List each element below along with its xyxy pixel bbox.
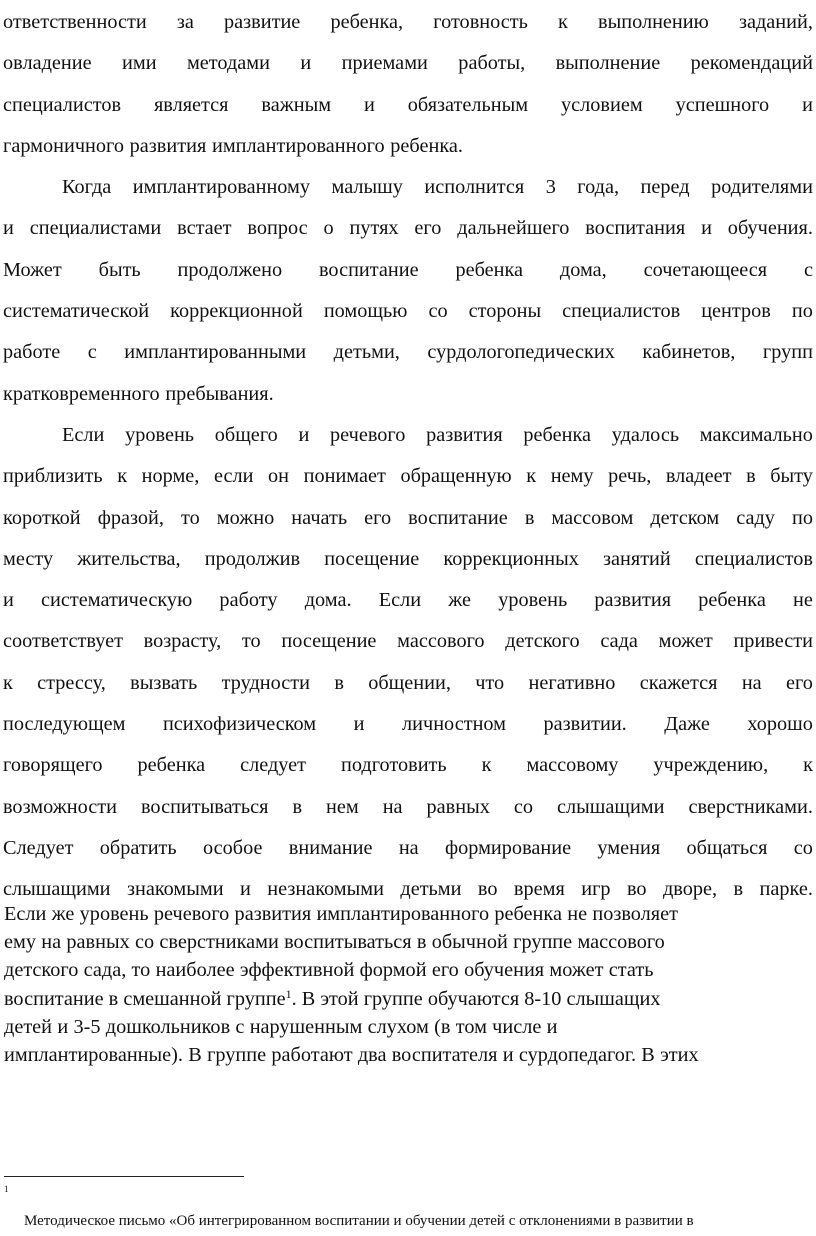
text-line: [3, 704, 813, 745]
word: ребенка: [523, 423, 592, 446]
word: родителями: [711, 176, 813, 199]
word: учреждению,: [653, 754, 769, 777]
word: речевого: [330, 423, 406, 446]
word: понимает: [303, 465, 386, 488]
word: к: [526, 465, 537, 488]
word: следует: [240, 754, 307, 777]
word: Даже: [664, 713, 710, 736]
word: не: [793, 589, 813, 612]
word: путях: [349, 217, 399, 240]
word: и: [802, 93, 813, 116]
word: и: [57, 1015, 69, 1038]
word: В: [641, 1043, 655, 1066]
word: малышу: [331, 176, 403, 199]
word: обратить: [99, 836, 177, 859]
word: не: [567, 903, 588, 925]
word: заданий,: [738, 11, 813, 33]
word: детей: [4, 1015, 53, 1038]
word: психофизическом: [162, 713, 317, 736]
word: игр: [581, 878, 611, 901]
word: его: [431, 959, 459, 982]
word: дома.: [304, 589, 352, 612]
compact-paragraph: [4, 900, 812, 1069]
word: равных: [66, 931, 130, 954]
word: уровень: [498, 589, 568, 612]
word: перед: [640, 176, 690, 199]
word: детского: [505, 630, 580, 653]
word: обучения.: [727, 217, 813, 240]
word: подготовить: [340, 754, 447, 777]
word: (в: [434, 1015, 451, 1038]
word: скажется: [639, 671, 718, 694]
text-line: [3, 85, 813, 126]
word: и: [3, 589, 14, 612]
word: специалистами: [29, 217, 162, 240]
word: формирование: [444, 836, 572, 859]
word: на: [41, 931, 62, 954]
word: стороны: [468, 300, 542, 323]
word: на: [398, 836, 419, 859]
compact-line: [4, 985, 812, 1013]
word: жительства,: [77, 547, 181, 570]
word: время: [513, 878, 565, 901]
word: стать: [608, 959, 654, 982]
text-line: [3, 374, 813, 415]
word: в: [733, 878, 744, 901]
word: короткой: [3, 506, 81, 529]
text-line: [3, 126, 813, 167]
word: ребенка: [698, 589, 766, 612]
word: возрасту,: [143, 630, 222, 653]
word: том: [455, 1015, 487, 1038]
word: обучения: [464, 959, 545, 982]
word: детском: [650, 506, 720, 529]
word: в: [334, 671, 344, 694]
word: быту: [770, 465, 813, 488]
text-line: [3, 415, 813, 456]
word: негативно: [528, 671, 616, 694]
word: сада: [600, 630, 638, 653]
word: ребенка: [455, 258, 524, 281]
footnote-reference[interactable]: 1: [285, 986, 292, 1001]
word: трудности: [221, 671, 310, 694]
word: равных: [426, 795, 490, 818]
word: и: [363, 93, 375, 116]
word: и: [300, 52, 312, 75]
word: Если: [62, 423, 105, 446]
word: можно: [216, 506, 275, 529]
word: владеет: [665, 465, 732, 488]
word: к: [3, 671, 13, 694]
word: Когда: [62, 176, 112, 199]
word: и: [298, 423, 310, 446]
word: общаться: [686, 836, 768, 859]
word: обращенную: [400, 465, 512, 488]
word: по: [791, 300, 813, 323]
word: в: [524, 506, 535, 529]
word: он: [268, 465, 290, 488]
word: и: [353, 713, 365, 736]
word: и: [546, 1015, 558, 1038]
word: продолжено: [177, 258, 283, 281]
compact-text: . В этой группе обучаются 8-10 слышащих: [291, 987, 661, 1010]
word: вопрос: [247, 217, 308, 240]
text-line: [3, 250, 813, 291]
word: развитии.: [543, 713, 627, 736]
word: обязательным: [407, 93, 529, 116]
word: пребывания.: [165, 382, 274, 405]
word: воспитателя: [391, 1043, 498, 1066]
word: наиболее: [155, 959, 235, 982]
word: продолжив: [204, 547, 301, 570]
word: слухом: [367, 1015, 429, 1038]
word: массовом: [551, 506, 634, 529]
word: же: [448, 589, 472, 612]
word: формой: [359, 959, 427, 982]
word: сочетающееся: [643, 258, 768, 281]
word: дальнейшего: [457, 217, 570, 240]
word: максимально: [699, 423, 813, 446]
word: посещение: [324, 547, 420, 570]
word: кабинетов,: [642, 341, 736, 364]
word: готовность: [433, 11, 528, 33]
word: методами: [186, 52, 270, 75]
word: дома,: [559, 258, 607, 281]
word: может: [549, 959, 604, 982]
word: со: [513, 795, 533, 818]
word: систематическую: [41, 589, 193, 612]
word: имплантированные).: [4, 1043, 183, 1066]
word: в: [746, 465, 756, 488]
word: 3-5: [73, 1015, 101, 1038]
word: приемами: [341, 52, 428, 75]
word: групп: [762, 341, 813, 364]
word: говорящего: [3, 754, 103, 777]
word: рекомендаций: [690, 52, 813, 75]
word: коррекционной: [170, 300, 303, 323]
text-line: [3, 332, 813, 373]
word: привести: [733, 630, 813, 653]
word: дворе,: [662, 878, 718, 901]
word: во: [626, 878, 647, 901]
word: этих: [660, 1043, 699, 1066]
word: речевого: [153, 903, 230, 925]
word: обычной: [431, 931, 508, 954]
word: приблизить: [3, 465, 103, 488]
word: о: [323, 217, 334, 240]
compact-line: [4, 956, 812, 984]
text-line: [3, 498, 813, 539]
word: ребенка: [137, 754, 206, 777]
word: воспитание: [408, 506, 508, 529]
word: работают: [271, 1043, 353, 1066]
word: коррекционных: [443, 547, 579, 570]
word: саду: [736, 506, 775, 529]
compact-line: [4, 1041, 812, 1069]
word: Если: [378, 589, 422, 612]
word: работы,: [458, 52, 526, 75]
compact-line: [4, 928, 812, 956]
word: месту: [3, 547, 54, 570]
word: имплантированного: [316, 903, 490, 925]
word: группе: [207, 1043, 267, 1066]
word: гармоничного: [3, 134, 124, 157]
word: эффективной: [239, 959, 355, 982]
word: общении,: [368, 671, 451, 694]
footnote-number: 1: [4, 1184, 9, 1194]
word: сверстниками: [159, 931, 279, 954]
word: к: [481, 754, 492, 777]
text-line: [3, 43, 813, 84]
word: последующем: [3, 713, 126, 736]
text-line: [3, 621, 813, 662]
word: слышащими: [556, 795, 665, 818]
word: детьми,: [333, 341, 400, 364]
word: имплантированными: [124, 341, 307, 364]
word: быть: [98, 258, 141, 281]
word: во: [477, 878, 498, 901]
word: работе: [3, 341, 61, 364]
word: норме,: [141, 465, 200, 488]
word: сурдопедагог.: [518, 1043, 637, 1066]
text-line: [3, 663, 813, 704]
word: по: [791, 506, 813, 529]
word: успешного: [675, 93, 770, 116]
word: его: [414, 217, 442, 240]
word: выполнение: [555, 52, 661, 75]
word: общего: [214, 423, 278, 446]
word: воспитание: [318, 258, 419, 281]
word: группе: [513, 931, 573, 954]
word: воспитываться: [284, 931, 412, 954]
word: важным: [261, 93, 332, 116]
word: нем: [326, 795, 359, 818]
compact-line: [4, 900, 812, 928]
word: работу: [219, 589, 278, 612]
word: позволяет: [592, 903, 678, 925]
word: ответственности: [3, 11, 147, 33]
word: и: [3, 217, 14, 240]
word: со: [134, 931, 155, 954]
word: два: [357, 1043, 387, 1066]
word: нарушенным: [249, 1015, 363, 1038]
word: речь,: [608, 465, 652, 488]
word: выполнению: [598, 11, 709, 33]
word: уровень: [125, 423, 195, 446]
word: ребенка.: [390, 134, 463, 157]
word: условием: [561, 93, 643, 116]
word: в: [416, 931, 427, 954]
word: сурдологопедических: [427, 341, 615, 364]
word: личностном: [402, 713, 507, 736]
word: соответствует: [3, 630, 123, 653]
word: на: [741, 671, 762, 694]
footnote-separator: [4, 1176, 244, 1177]
word: за: [176, 11, 194, 33]
word: Следует: [3, 836, 74, 859]
word: незнакомыми: [267, 878, 384, 901]
word: Может: [3, 258, 62, 281]
footnote-text: Методическое письмо «Об интегрированном воспитании и обучении детей с отклонениями в развитии в: [24, 1213, 694, 1229]
word: массового: [577, 931, 665, 954]
main-text: [3, 2, 813, 911]
text-line: [3, 2, 813, 43]
text-line: [3, 580, 813, 621]
text-line: [3, 828, 813, 869]
text-line: [3, 787, 813, 828]
word: детьми: [400, 878, 462, 901]
word: удалось: [611, 423, 680, 446]
word: с: [87, 341, 97, 364]
word: сверстниками.: [688, 795, 813, 818]
word: и: [502, 1043, 514, 1066]
word: дошкольников: [105, 1015, 231, 1038]
text-line: [3, 291, 813, 332]
word: нему: [550, 465, 594, 488]
word: овладение: [3, 52, 92, 75]
text-line: [3, 456, 813, 497]
word: 3: [545, 176, 556, 199]
word: уровень: [79, 903, 149, 925]
word: к: [117, 465, 128, 488]
word: и: [239, 878, 251, 901]
word: хорошо: [747, 713, 813, 736]
word: является: [153, 93, 229, 116]
word: со: [428, 300, 448, 323]
word: ему: [4, 931, 36, 954]
word: имплантированного: [211, 134, 385, 157]
word: занятий: [603, 547, 671, 570]
compact-line: [4, 1013, 812, 1041]
word: специалистов: [562, 300, 681, 323]
text-line: [3, 208, 813, 249]
word: фразой,: [97, 506, 164, 529]
word: помощью: [323, 300, 408, 323]
word: центров: [701, 300, 771, 323]
word: в: [292, 795, 303, 818]
word: систематической: [3, 300, 150, 323]
word: стрессу,: [37, 671, 106, 694]
word: внимание: [288, 836, 373, 859]
word: знакомыми: [126, 878, 224, 901]
word: имплантированному: [132, 176, 311, 199]
word: развития: [129, 134, 207, 157]
word: В: [188, 1043, 202, 1066]
word: возможности: [3, 795, 118, 818]
word: массовому: [526, 754, 619, 777]
word: с: [803, 258, 813, 281]
word: на: [382, 795, 403, 818]
word: его: [364, 506, 392, 529]
word: развития: [426, 423, 503, 446]
word: ими: [122, 52, 157, 75]
word: развития: [234, 903, 312, 925]
word: встает: [177, 217, 232, 240]
text-line: [3, 167, 813, 208]
word: и: [701, 217, 712, 240]
word: же: [51, 903, 75, 925]
word: исполнится: [424, 176, 525, 199]
word: то: [131, 959, 151, 982]
word: развития: [594, 589, 672, 612]
word: специалистов: [3, 93, 122, 116]
word: то: [180, 506, 200, 529]
word: массового: [397, 630, 485, 653]
text-line: [3, 539, 813, 580]
word: вызвать: [130, 671, 198, 694]
word: что: [475, 671, 505, 694]
word: кратковременного: [3, 382, 160, 405]
word: ребенка: [494, 903, 562, 925]
word: может: [658, 630, 713, 653]
word: ребенка,: [330, 11, 404, 33]
word: к: [558, 11, 568, 33]
word: специалистов: [694, 547, 813, 570]
word: воспитания: [585, 217, 686, 240]
word: парке.: [759, 878, 813, 901]
compact-text: воспитание в смешанной группе: [4, 987, 286, 1010]
word: к: [803, 754, 813, 777]
word: начать: [291, 506, 348, 529]
word: детского: [4, 959, 79, 982]
word: слышащими: [3, 878, 111, 901]
word: со: [793, 836, 813, 859]
word: если: [213, 465, 254, 488]
word: воспитываться: [140, 795, 269, 818]
word: особое: [202, 836, 263, 859]
word: то: [241, 630, 261, 653]
word: с: [235, 1015, 245, 1038]
word: числе: [492, 1015, 542, 1038]
word: Если: [4, 903, 47, 925]
word: умения: [597, 836, 661, 859]
word: сада,: [83, 959, 127, 982]
word: посещение: [281, 630, 377, 653]
word: развитие: [224, 11, 301, 33]
word: года,: [577, 176, 620, 199]
word: его: [785, 671, 813, 694]
text-line: [3, 745, 813, 786]
